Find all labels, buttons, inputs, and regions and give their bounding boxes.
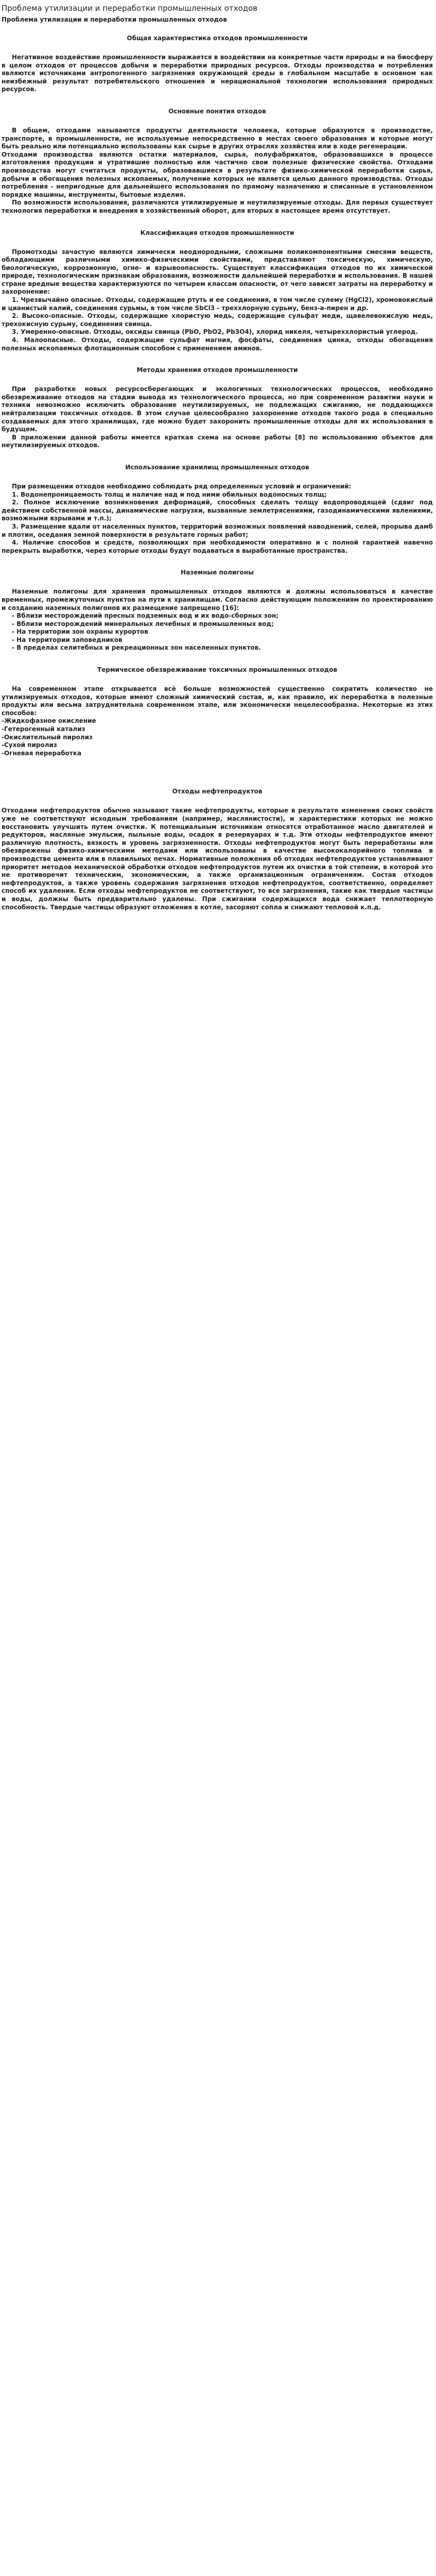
list-item: 2. Полное исключение возникновения деформаций, способных сделать толщу водопроводящей (сдвиг под действием собственной массы, динамические нагрузки, вызванные землетрясениями, газодинамическими явлениями, возможными взрывами и т.п.); xyxy=(2,499,433,522)
section-heading: Использование хранилищ промышленных отходов xyxy=(125,463,309,471)
paragraph: На современном этапе открывается всё больше возможностей существенно сократить количество не утилизируемых отходов, которые имеют сложный химический состав, и, как правило, их переработка в полезные продукты или весьма затруднительна современном этапе, или экономически нецелесообразна. Некоторые из этих способов: xyxy=(2,685,433,717)
list-item: 4. Наличие способов и средств, позволяющих при необходимости оперативно и с полной гарантией навечно перекрыть выработки, через которые отходы будут подаваться в выработанные пространства. xyxy=(2,539,433,554)
section-heading: Основные понятия отходов xyxy=(168,107,266,115)
paragraph: Промотходы зачастую являются химически неоднородными, сложными поликомпонентными смесями веществ, обладающими различными химико-физическими свойствами, представляют токсическую, химическую, биологическую, коррозионную, огне- и взрывоопасность. Существует классификация отходов по их химической природе, технологическим признакам образования, возможности дальнейшей переработки и использования. В нашей стране вредные вещества характеризуются по четырем классам опасности, от чего зависят затраты на переработку и захоронение: xyxy=(2,248,433,296)
page xyxy=(0,0,436,914)
section-landfills xyxy=(2,568,433,652)
list-item: 1. Чрезвычайно опасные. Отходы, содержащие ртуть и ее соединения, в том числе сулему (HgCl2), хромовокислый и цианистый калий, соединения сурьмы, в том числе SbCl3 - треххлорную сурьму, бенз-а-пирен и др. xyxy=(2,296,433,312)
section-heading: Отходы нефтепродуктов xyxy=(172,788,263,795)
paragraph: При размещении отходов необходимо соблюдать ряд определенных условий и ограничений: xyxy=(12,482,352,490)
list-item: -Огневая переработка xyxy=(2,749,82,757)
paragraph: При разработке новых ресурсосберегающих и экологичных технологических процессов, необходимо обезвреживание отходов на стадии вывода из технологического процесса, но при современном развитии науки и техники невозможно исключить образование неутилизируемых, не подлежащих сжиганию, не поддающихся нейтрализации токсичных отходов. В этом случае целесообразно захоронение отходов такого рода в специально создаваемых для этого хранилищах, где можно будет захоронить промышленные отходы для их использования в будущем. xyxy=(2,385,433,433)
paragraph: Отходами нефтепродуктов обычно называют такие нефтепродукты, которые в результате изменения своих свойств уже не соответствуют исходным требованиям (например, маслянистости), и характеристики которых не можно восстановить улучшить путем очистки. К потенциальным источникам относятся отработанное масло двигателей и редукторов, масляные эмульсии, пыльные воды, осадок в резервуарах и т.д. Эти отходы нефтепродуктов имеют различную плотность, вязкость и уровень загрязненности. Отходы нефтепродуктов могут быть переработаны или обезврежены физико-химическими методами или использованы в качестве высококалорийного топлива в производстве цемента или в плавильных печах. Нормативные положения об отходах нефтепродуктов устанавливают приоритет методов механической обработки отходов нефтепродуктов путем их очистки в той степени, в которой это не противоречит техническим, экономическим, а также организационным ограничениям. Состав отходов нефтепродуктов, а также уровень содержания загрязнения отходов нефтепродуктов, соответственно, определяет способ их удаления. Если отходы нефтепродуктов не соответствуют, то все загрязнения, такие как твердые частицы и воды, должны быть предварительно удалены. При сжигании содержащихся вода снижает теплотворную способность. Твердые частицы образуют отложения в котле, засоряют сопла и снижают тепловой к.п.д. xyxy=(2,807,433,911)
paragraph: Наземные полигоны для хранения промышленных отходов являются и должны использоваться в качестве временных, промежуточных пунктов на пути к хранилищам. Согласно действующим положениям по проектированию и созданию наземных полигонов их размещение запрещено [16]: xyxy=(2,588,433,612)
paragraph: По возможности использования, различаются утилизируемые и неутилизируемые отходы. Для первых существует технология переработки и внедрения в хозяйственный оборот, для вторых в настоящее время отсутствует. xyxy=(2,199,433,214)
section-oil-waste xyxy=(2,787,433,911)
list-item: -Окислительный пиролиз xyxy=(2,733,93,741)
section-classification xyxy=(2,229,433,353)
page-title: Проблема утилизации и переработки промышленных отходов xyxy=(2,4,258,13)
paragraph: Негативное воздействие промышленности выражается в воздействии на конкретные части природы и на биосферу в целом отходов от процессов добычи и переработки природных ресурсов. Отходы производства и потребления являются источниками антропогенного загрязнения окружающей среды в глобальном масштабе в основном как неизбежный результат потребительского отношения и нерациональной технологии использования природных ресурсов. xyxy=(2,54,433,93)
list-item: - В пределах селитебных и рекреационных зон населенных пунктов. xyxy=(12,644,261,652)
list-item: 2. Высоко-опасные. Отходы, содержащие хлористую медь, содержащие сульфат меди, щавелевокислую медь, трехокисную сурьму, соединения свинца. xyxy=(2,312,433,328)
list-item: - Вблизи месторождений минеральных лечебных и промышленных вод; xyxy=(12,620,274,628)
paragraph: В общем, отходами называются продукты деятельности человека, которые образуются в производстве, транспорте, в промышленности, не используемые непосредственно в местах своего образования и которые могут быть реально или потенциально использованы как сырье в других отраслях хозяйства или в ходе регенерации. xyxy=(2,126,433,150)
section-heading: Термическое обезвреживание токсичных промышленных отходов xyxy=(97,666,338,674)
paragraph: В приложении данной работы имеется краткая схема на основе работы [8] по использованию объектов для неутилизируемых отходов. xyxy=(2,433,433,449)
section-heading: Классификация отходов промышленности xyxy=(140,229,294,236)
section-heading: Методы хранения отходов промышленности xyxy=(136,366,298,374)
section-basic-concepts xyxy=(2,107,433,215)
list-item: -Жидкофазное окисление xyxy=(2,717,96,725)
list-item: 1. Водонепроницаемость толщ и наличие над и под ними обильных водоносных толщ; xyxy=(12,490,327,498)
list-item: -Гетерогенный катализ xyxy=(2,725,85,733)
section-storage-methods xyxy=(2,366,433,450)
list-item: -Сухой пиролиз xyxy=(2,741,57,749)
list-item: 3. Умеренно-опасные. Отходы, оксиды свинца (PbO, PbO2, Pb3O4), хлорид никеля, четыреххлористый углерод. xyxy=(12,328,418,336)
list-item: 3. Размещение вдали от населенных пунктов, территорий возможных появлений наводнений, селей, прорыва дамб и плотин, оседания земной поверхности в результате горных работ; xyxy=(2,522,433,538)
section-heading: Наземные полигоны xyxy=(181,569,254,577)
section-heading: Общая характеристика отходов промышленности xyxy=(127,35,308,42)
list-item: - На территории зон охраны курортов xyxy=(12,628,148,636)
section-thermal-treatment xyxy=(2,666,433,757)
document-title: Проблема утилизации и переработки промышленных отходов xyxy=(2,16,227,23)
section-general xyxy=(2,34,433,94)
list-item: - На территории заповедников xyxy=(12,636,123,643)
list-item: 4. Малоопасные. Отходы, содержащие сульфат магния, фосфаты, соединения цинка, отходы обогащения полезных ископаемых флотационным способом с применением аминов. xyxy=(2,336,433,352)
paragraph: Отходами производства являются остатки материалов, сырья, полуфабрикатов, образовавшихся в процессе изготовления продукции и утратившие полностью или частично свои полезные физические свойства. Отходами производства могут считаться продукты, образовавшиеся в результате физико-химической переработки сырья, добычи и обогащения полезных ископаемых, получение которых не является целью данного производства. Отходы потребления - непригодные для дальнейшего использования по прямому назначению и списанные в установленном порядке машины, инструменты, бытовые изделия. xyxy=(2,150,433,198)
list-item: - Вблизи месторождений пресных подземных вод и их водо-сборных зон; xyxy=(12,612,279,620)
section-storage-usage xyxy=(2,463,433,555)
